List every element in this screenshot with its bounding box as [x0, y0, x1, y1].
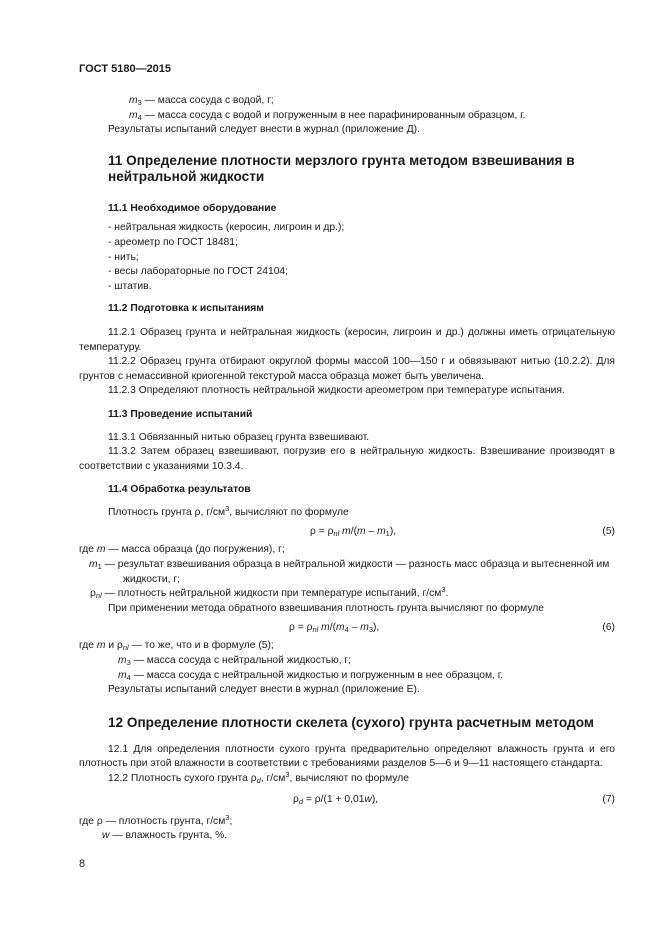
definition-rho-nl: $\rho_{nl}$ — плотность нейтральной жидкости при температуре испытаний, $г/см^3$.: [90, 585, 449, 601]
definition-w: w — влажность грунта, %.: [102, 830, 228, 842]
paragraph-11-3-2: 11.3.2 Затем образец взвешивают, погрузив его в нейтральную жидкость. Взвешивание производят в соответствии с указаниями 10.3.4.: [79, 446, 615, 472]
definition-m1: $m_1$ — результат взвешивания образца в нейтральной жидкости — разность масс образца и вытесненной им жидкости, г;: [89, 559, 610, 585]
section-12-title: 12 Определение плотности скелета (сухого) грунта расчетным методом: [108, 714, 594, 730]
subsection-11-4-title: 11.4 Обработка результатов: [108, 484, 251, 496]
results-note-d: Результаты испытаний следует внести в журнал (приложение Д).: [108, 124, 420, 136]
formula-6-expression: $\rho = \rho_{nl}$ $m/(m_4 - m_3)$,: [289, 622, 380, 635]
formula-5-number: (5): [602, 526, 615, 538]
formula-7-number: (7): [602, 793, 615, 805]
list-item: - нить;: [108, 251, 139, 263]
list-item: - нейтральная жидкость (керосин, лигроин и др.);: [108, 222, 345, 234]
paragraph-12-2: 12.2 Плотность сухого грунта $\rho_d$, $г/см^3$, вычисляют по формуле: [108, 770, 409, 785]
where-rho: где ρ — плотность грунта, $г/см^3$;: [79, 812, 233, 827]
definition-m3: $m_3$ — масса сосуда с водой, г;: [129, 95, 274, 107]
where-m: где m — масса образца (до погружения), г;: [79, 544, 285, 556]
page-content: [79, 94, 615, 844]
results-note-e: Результаты испытаний следует внести в журнал (приложение Е).: [108, 684, 420, 696]
page-number: 8: [79, 858, 86, 870]
list-item: - ареометр по ГОСТ 18481;: [108, 236, 238, 248]
density-intro: Плотность грунта ρ, $г/см^3$, вычисляют по формуле: [108, 503, 349, 518]
formula-7: [79, 790, 615, 810]
formula-6: [79, 618, 615, 638]
definition-m3-neutral: $m_3$ — масса сосуда с нейтральной жидкостью, г;: [118, 655, 352, 668]
formula-7-expression: $\rho_d = \rho/(1 + 0,01w)$,: [293, 793, 379, 806]
list-item: - штатив.: [108, 280, 152, 292]
definition-m4-neutral: $m_4$ — масса сосуда с нейтральной жидкостью и погруженным в нее образцом, г.: [118, 669, 504, 682]
formula-5: [79, 522, 615, 542]
paragraph-11-2-1: 11.2.1 Образец грунта и нейтральная жидкость (керосин, лигроин и др.) должны иметь отрицательную температуру.: [79, 326, 615, 353]
document-header: ГОСТ 5180—2015: [79, 63, 172, 75]
paragraph-12-1: 12.1 Для определения плотности сухого грунта предварительно определяют влажность грунта и его плотность при этой влажности в соответствии с требованиями разделов 5—6 и 9—11 настоящего стандарта.: [79, 743, 615, 770]
equipment-list: [79, 221, 615, 294]
definition-m4: $m_4$ — масса сосуда с водой и погруженным в нее парафинированным образцом, г.: [129, 109, 526, 122]
reverse-weighing-intro: При применении метода обратного взвешивания плотность грунта вычисляют по формуле: [108, 602, 544, 614]
paragraph-11-3-1: 11.3.1 Обвязанный нитью образец грунта взвешивают.: [108, 431, 370, 443]
formula-6-number: (6): [602, 622, 615, 634]
paragraph-11-2-3: 11.2.3 Определяют плотность нейтральной жидкости ареометром при температуре испытания.: [108, 385, 565, 397]
where-m-rho: где m и $\rho_{nl}$ — то же, что и в формуле (5);: [79, 640, 274, 653]
list-item: - весы лабораторные по ГОСТ 24104;: [108, 266, 289, 278]
formula-5-expression: $\rho = \rho_{nl}$ $m/(m - m_1)$,: [310, 526, 397, 539]
paragraph-11-2-2: 11.2.2 Образец грунта отбирают округлой формы массой 100—150 г и обвязывают нитью (10.2.2). Для грунтов с немассивной криогенной текстурой масса образца может быть увеличена.: [79, 356, 615, 382]
subsection-11-3-title: 11.3 Проведение испытаний: [108, 408, 253, 420]
subsection-11-2-title: 11.2 Подготовка к испытаниям: [108, 303, 264, 315]
subsection-11-1-title: 11.1 Необходимое оборудование: [108, 202, 277, 214]
section-11-title: 11 Определение плотности мерзлого грунта методом взвешивания в нейтральной жидкости: [108, 152, 575, 184]
